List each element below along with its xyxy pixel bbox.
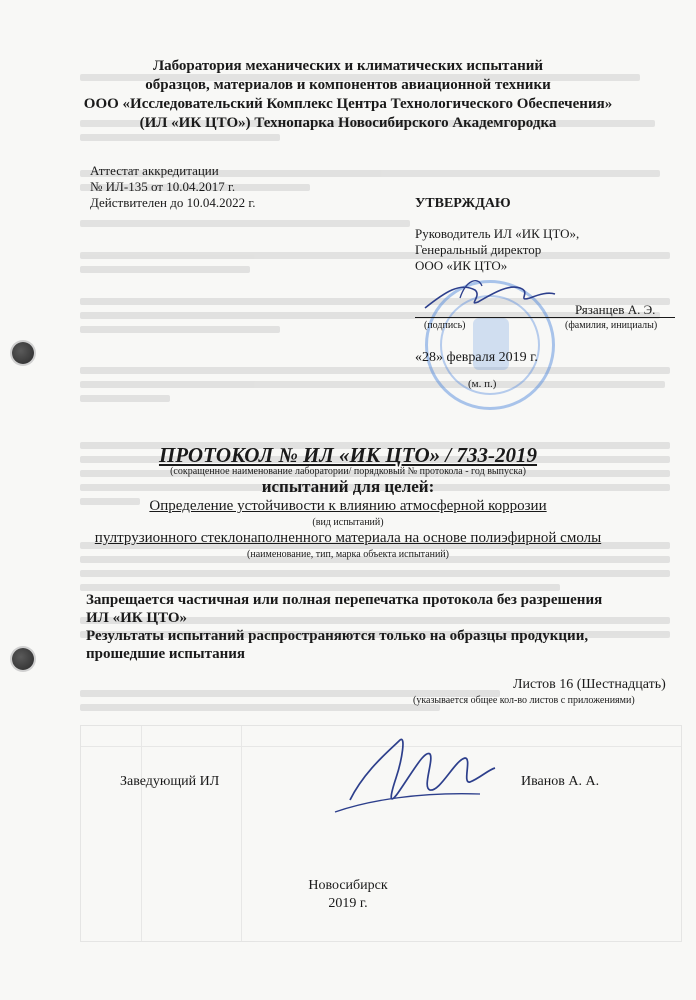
footer-year: 2019 г.	[328, 896, 368, 911]
accreditation-title: Аттестат аккредитации	[90, 163, 219, 178]
notice-line-4: прошедшие испытания	[86, 646, 246, 662]
approval-date: «28» февраля 2019 г.	[415, 350, 538, 365]
director-signature	[420, 272, 560, 322]
header-line-2: образцов, материалов и компонентов авиационной техники	[145, 77, 551, 93]
protocol-purpose: испытаний для целей:	[261, 477, 435, 496]
approval-name: Рязанцев А. Э.	[575, 302, 656, 317]
accreditation-number: № ИЛ-135 от 10.04.2017 г.	[90, 179, 236, 194]
header-line-4: (ИЛ «ИК ЦТО») Технопарка Новосибирского Академгородка	[139, 115, 557, 131]
test-type: Определение устойчивости к влиянию атмосферной коррозии	[149, 498, 547, 514]
approval-position-2: Генеральный директор	[415, 242, 542, 257]
accreditation-valid-until: Действителен до 10.04.2022 г.	[90, 195, 256, 210]
header-line-3: ООО «Исследовательский Комплекс Центра Технологического Обеспечения»	[83, 96, 613, 112]
notice-line-1: Запрещается частичная или полная перепечатка протокола без разрешения	[86, 592, 603, 608]
protocol-title: ПРОТОКОЛ № ИЛ «ИК ЦТО» / 733-2019	[158, 443, 538, 467]
binder-hole-top	[12, 342, 34, 364]
test-object-caption: (наименование, тип, марка объекта испытаний)	[247, 549, 449, 560]
approval-signature-caption: (подпись)	[424, 320, 466, 331]
notice-line-2: ИЛ «ИК ЦТО»	[86, 610, 188, 626]
head-of-lab-name: Иванов А. А.	[521, 774, 600, 789]
head-of-lab-position: Заведующий ИЛ	[120, 774, 220, 789]
test-type-caption: (вид испытаний)	[312, 517, 384, 528]
approval-name-caption: (фамилия, инициалы)	[565, 320, 658, 331]
sheets-count: Листов 16 (Шестнадцать)	[513, 677, 666, 692]
footer-city: Новосибирск	[308, 878, 388, 893]
header-line-1: Лаборатория механических и климатических испытаний	[152, 58, 544, 74]
sheets-caption: (указывается общее кол-во листов с приложениями)	[413, 695, 635, 706]
approval-title: УТВЕРЖДАЮ	[415, 196, 511, 211]
head-of-lab-signature	[330, 730, 500, 820]
approval-org: ООО «ИК ЦТО»	[415, 258, 508, 273]
test-object: пултрузионного стеклонаполненного материала на основе полиэфирной смолы	[94, 530, 602, 546]
notice-line-3: Результаты испытаний распространяются только на образцы продукции,	[86, 628, 589, 644]
approval-position-1: Руководитель ИЛ «ИК ЦТО»,	[415, 226, 580, 241]
approval-stamp-caption: (м. п.)	[468, 378, 497, 390]
protocol-title-caption: (сокращенное наименование лаборатории/ порядковый № протокола - год выпуска)	[170, 466, 526, 477]
binder-hole-bottom	[12, 648, 34, 670]
